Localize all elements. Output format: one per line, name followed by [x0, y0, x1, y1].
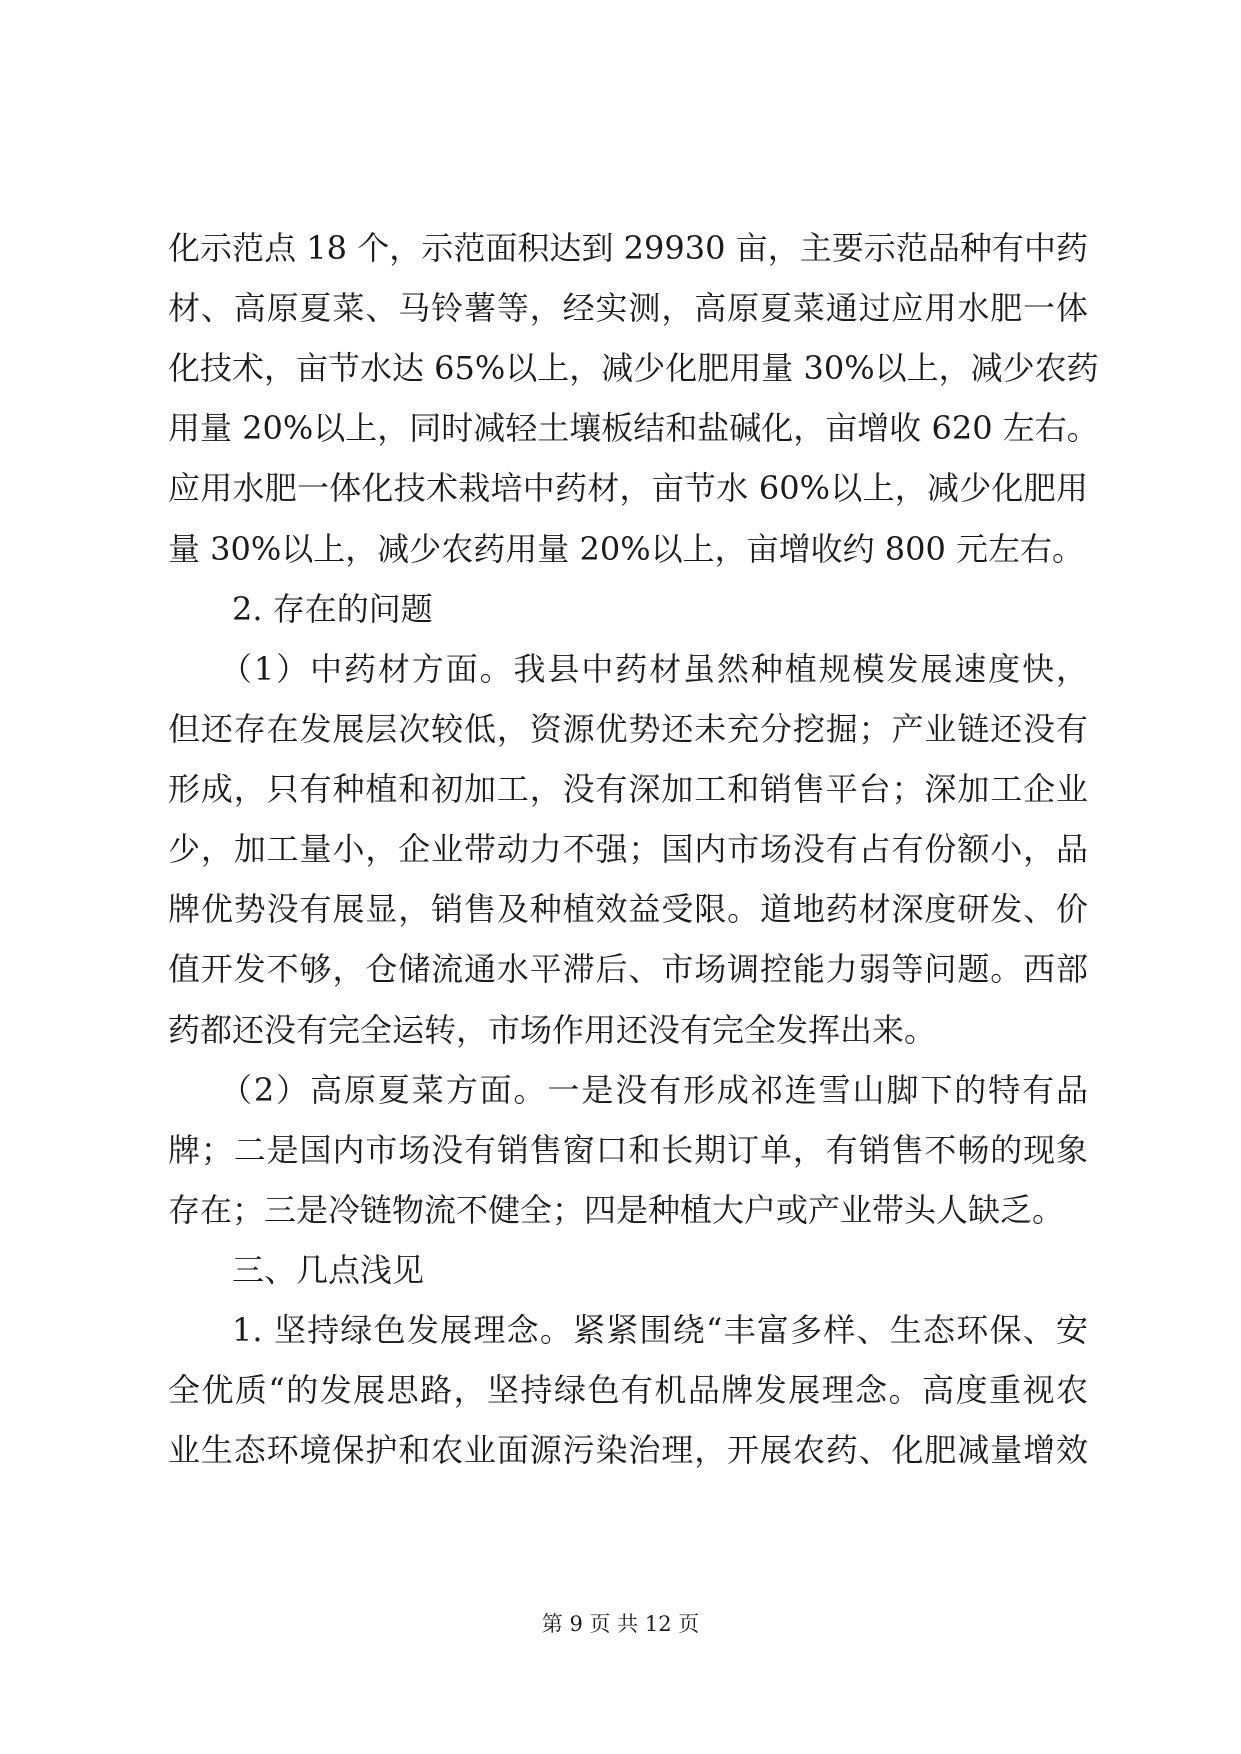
text-line: 用量 20%以上，同时减轻土壤板结和盐碱化，亩增收 620 左右。 [168, 409, 1099, 447]
text-line: 1. 坚持绿色发展理念。紧紧围绕“丰富多样、生态环保、安 [232, 1311, 1088, 1349]
text-line: 全优质“的发展思路，坚持绿色有机品牌发展理念。高度重视农 [168, 1371, 1088, 1409]
text-line: 业生态环境保护和农业面源污染治理，开展农药、化肥减量增效 [168, 1431, 1088, 1469]
text-line: 量 30%以上，减少农药用量 20%以上，亩增收约 800 元左右。 [168, 530, 1085, 568]
text-line: 化技术，亩节水达 65%以上，减少化肥用量 30%以上，减少农药 [168, 349, 1099, 387]
text-line: 牌优势没有展显，销售及种植效益受限。道地药材深度研发、价 [168, 890, 1088, 928]
text-line: 存在；三是冷链物流不健全；四是种植大户或产业带头人缺乏。 [168, 1191, 1065, 1229]
text-line: 形成，只有种植和初加工，没有深加工和销售平台；深加工企业 [168, 770, 1088, 808]
section-heading: 2. 存在的问题 [232, 590, 433, 628]
text-line: 牌；二是国内市场没有销售窗口和长期订单，有销售不畅的现象 [168, 1131, 1088, 1169]
text-line: 药都还没有完全运转，市场作用还没有完全发挥出来。 [168, 1011, 937, 1049]
text-line: 值开发不够，仓储流通水平滞后、市场调控能力弱等问题。西部 [168, 950, 1088, 988]
text-line: 化示范点 18 个，示范面积达到 29930 亩，主要示范品种有中药 [168, 229, 1088, 267]
section-heading: 三、几点浅见 [232, 1251, 425, 1289]
text-line: 少，加工量小，企业带动力不强；国内市场没有占有份额小，品 [168, 830, 1088, 868]
text-line: 但还存在发展层次较低，资源优势还未充分挖掘；产业链还没有 [168, 710, 1088, 748]
text-line: 应用水肥一体化技术栽培中药材，亩节水 60%以上，减少化肥用 [168, 469, 1088, 507]
text-line: （2）高原夏菜方面。一是没有形成祁连雪山脚下的特有品 [220, 1071, 1088, 1109]
page-footer: 第 9 页 共 12 页 [541, 1612, 700, 1636]
text-line: （1）中药材方面。我县中药材虽然种植规模发展速度快， [220, 650, 1088, 688]
text-line: 材、高原夏菜、马铃薯等，经实测，高原夏菜通过应用水肥一体 [168, 289, 1088, 327]
